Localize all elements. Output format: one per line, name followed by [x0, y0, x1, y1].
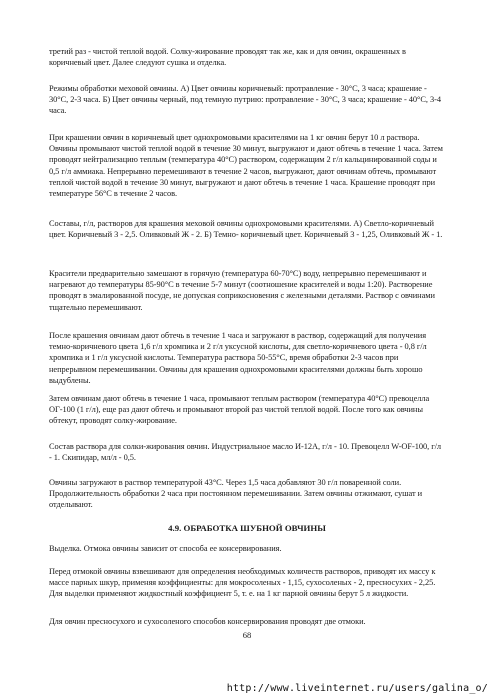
paragraph-fatliquoring-solution: Состав раствора для солки-жирования овчин. Индустриальное масло И-12А, г/л - 10. Превоцелл W-OF-100, г/л - 1. Скипидар, мл/л - 0,5. [49, 442, 442, 463]
paragraph-brown-dyeing: При крашении овчин в коричневый цвет однохромовыми красителями на 1 кг овчин берут 10 л раствора. Овчины промывают чистой теплой водой в течение 30 минут, выгружают и дают обтечь в течение 1 часа. Затем проводят нейтрализацию теплым (температура 40°С) раствором, содержащим 2 г/л кальцинированной соды и 0,5 г/л аммиака. Непрерывно перемешивают в течение 2 часов, выгружают, дают овчинам обтечь, промывают теплой чистой водой в течение 30 минут, выгружают и дают обтечь в течение 1 часа. Крашение проводят при температуре 56°С в течение 2 часов. [49, 133, 443, 199]
paragraph-soaking-intro: Выделка. Отмока овчины зависит от способа ее консервирования. [49, 544, 282, 553]
page-number: 68 [242, 630, 252, 640]
paragraph-two-soaks: Для овчин пресносухого и сухосоленого способов консервирования проводят две отмоки. [49, 617, 366, 626]
paragraph-dye-preparation: Красители предварительно замешают в горячую (температура 60-70°С) воду, непрерывно перемешивают и нагревают до температуры 85-90°С в течение 5-7 минут (соотношение красителей и воды 1:20). Растворение проводят в эмалированной посуде, не допуская соприкосновения с железными деталями. Раствор с овчинами тщательно перемешивают. [49, 269, 435, 312]
paragraph-dyeing-continuation: третий раз - чистой теплой водой. Солку-жирование проводят так же, как и для овчин, окрашенных в коричневый цвет. Далее следуют сушка и отделка. [49, 47, 406, 68]
source-watermark: http://www.liveinternet.ru/users/galina_o/ [226, 683, 488, 694]
section-heading: 4.9. ОБРАБОТКА ШУБНОЙ ОВЧИНЫ [168, 523, 326, 533]
paragraph-dye-compositions: Составы, г/л, растворов для крашения меховой овчины однохромовыми красителями. А) Светло-коричневый цвет. Коричневый 3 - 2,5. Оливковый Ж - 2. Б) Темно- коричневый цвет. Коричневый 3 - 1,25, Оливковый Ж - 1. [49, 219, 443, 240]
paragraph-rinsing: Затем овчинам дают обтечь в течение 1 часа, промывают теплым раствором (температура 40°С) превоцелла ОГ-100 (1 г/л), еще раз дают обтечь и промывают второй раз чистой теплой водой. После того как овчины обтекут, проводят солку-жирование. [49, 394, 430, 426]
paragraph-processing-modes: Режимы обработки меховой овчины. А) Цвет овчины коричневый: протравление - 30°С, 3 часа; крашение - 30°С, 2-3 часа. Б) Цвет овчины черный, под темную путрию: протравление - 30°С, 3 часа; крашение - 40°С, 3-4 часа. [49, 84, 441, 116]
paragraph-after-dyeing: После крашения овчинам дают обтечь в течение 1 часа и загружают в раствор, содержащий для получения темно-коричневого цвета 1,6 г/л хромпика и 2 г/л уксусной кислоты, для светло-коричневого цвета - 0,8 г/л хромпика и 1 г/л уксусной кислоты. Температура раствора 50-55°С, время обработки 2-3 часов при непрерывном перемешивании. Овчины для крашения однохромовыми красителями должны быть хорошо выдублены. [49, 331, 427, 385]
paragraph-loading-solution: Овчины загружают в раствор температурой 43°С. Через 1,5 часа добавляют 30 г/л поваренной соли. Продолжительность обработки 2 часа при постоянном перемешивании. Затем овчины отжимают, сушат и отделывают. [49, 478, 423, 510]
paragraph-weighing: Перед отмокой овчины взвешивают для определения необходимых количеств растворов, приводят их массу к массе парных шкур, применяя коэффициенты: для мокросоленых - 1,15, сухосоленых - 2, пресносухих - 2,25. Для выделки применяют жидкостный коэффициент 5, т. е. на 1 кг парной овчины берут 5 л жидкости. [49, 567, 436, 599]
